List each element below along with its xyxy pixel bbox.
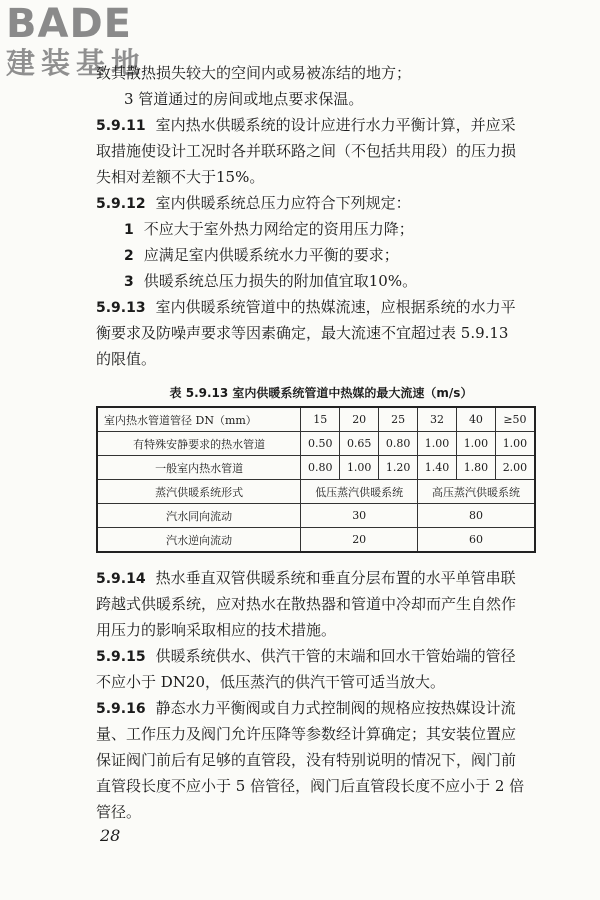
clause-5-9-16 <box>96 695 546 721</box>
row-label: 室内热水管道管径 DN（mm） <box>97 407 301 432</box>
clause-number: 5.9.15 <box>96 649 146 665</box>
text-line: 失相对差额不大于15%。 <box>96 168 265 186</box>
table-cell: 32 <box>418 407 457 432</box>
table-cell: 60 <box>418 528 535 553</box>
table-cell: 低压蒸汽供暖系统 <box>301 480 418 504</box>
table-cell: 25 <box>379 407 418 432</box>
table-cell: 1.00 <box>456 432 495 456</box>
page-content <box>96 60 546 825</box>
table-row <box>97 480 535 504</box>
text-line: 跨越式供暖系统，应对热水在散热器和管道中冷却而产生自然作 <box>96 595 517 613</box>
table-cell: 15 <box>301 407 340 432</box>
table-cell: 0.80 <box>379 432 418 456</box>
clause-text: 静态水力平衡阀或自力式控制阀的规格应按热媒设计流 <box>155 699 516 717</box>
table-cell: 40 <box>456 407 495 432</box>
text-line: 衡要求及防噪声要求等因素确定，最大流速不宜超过表 5.9.13 <box>96 324 509 342</box>
table-cell: 2.00 <box>495 456 535 480</box>
table-cell: 0.65 <box>340 432 379 456</box>
clause-5-9-14 <box>96 565 546 591</box>
table-cell: 0.50 <box>301 432 340 456</box>
table-cell: 30 <box>301 504 418 528</box>
clause-text: 室内供暖系统总压力应符合下列规定： <box>155 194 411 212</box>
text-line: 直管段长度不应小于 5 倍管径，阀门后直管段长度不应小于 2 倍 <box>96 777 525 795</box>
clause-number: 5.9.16 <box>96 701 146 717</box>
table-row <box>97 407 535 432</box>
item-text: 不应大于室外热力网给定的资用压力降； <box>143 220 414 238</box>
velocity-table <box>96 406 536 553</box>
table-cell: 1.80 <box>456 456 495 480</box>
row-label: 有特殊安静要求的热水管道 <box>97 432 301 456</box>
clause-5-9-12 <box>96 190 546 216</box>
clause-5-9-13 <box>96 294 546 320</box>
clause-5-9-15 <box>96 643 546 669</box>
clause-5-9-11 <box>96 112 546 138</box>
row-label: 汽水同向流动 <box>97 504 301 528</box>
clause-number: 5.9.13 <box>96 300 146 316</box>
clause-text: 室内供暖系统管道中的热媒流速，应根据系统的水力平 <box>155 298 516 316</box>
row-label: 一般室内热水管道 <box>97 456 301 480</box>
text-line: 取措施使设计工况时各并联环路之间（不包括共用段）的压力损 <box>96 142 517 160</box>
table-cell: 1.40 <box>418 456 457 480</box>
text-line: 保证阀门前后有足够的直管段，没有特别说明的情况下，阀门前 <box>96 751 517 769</box>
table-row <box>97 432 535 456</box>
clause-number: 5.9.11 <box>96 118 146 134</box>
clause-text: 热水垂直双管供暖系统和垂直分层布置的水平单管串联 <box>155 569 516 587</box>
table-cell: 高压蒸汽供暖系统 <box>418 480 535 504</box>
logo-word: BADE <box>6 1 132 47</box>
text-line: 3 管道通过的房间或地点要求保温。 <box>124 90 364 108</box>
text-line: 不应小于 DN20，低压蒸汽的供汽干管可适当放大。 <box>96 673 446 691</box>
table-cell: 1.00 <box>340 456 379 480</box>
item-number: 3 <box>124 274 134 290</box>
clause-text: 室内热水供暖系统的设计应进行水力平衡计算，并应采 <box>155 116 516 134</box>
logo-subtitle: 建装基地 <box>6 46 147 80</box>
table-cell: 1.20 <box>379 456 418 480</box>
item-text: 应满足室内供暖系统水力平衡的要求； <box>143 246 399 264</box>
clause-number: 5.9.12 <box>96 196 146 212</box>
text-line: 致其散热损失较大的空间内或易被冻结的地方； <box>96 64 412 82</box>
text-line: 管径。 <box>96 803 142 821</box>
table-cell: 80 <box>418 504 535 528</box>
row-label: 蒸汽供暖系统形式 <box>97 480 301 504</box>
item-text: 供暖系统总压力损失的附加值宜取10%。 <box>143 272 418 290</box>
table-cell: 1.00 <box>418 432 457 456</box>
table-cell: 20 <box>301 528 418 553</box>
list-item <box>96 268 546 294</box>
table-cell: ≥50 <box>495 407 535 432</box>
clause-number: 5.9.14 <box>96 571 146 587</box>
table-caption: 表 5.9.13 室内供暖系统管道中热媒的最大流速（m/s） <box>169 386 473 400</box>
table-row <box>97 528 535 553</box>
text-line: 量、工作压力及阀门允许压降等参数经计算确定；其安装位置应 <box>96 725 517 743</box>
row-label: 汽水逆向流动 <box>97 528 301 553</box>
item-number: 2 <box>124 248 134 264</box>
page-number: 28 <box>100 826 121 845</box>
table-row <box>97 504 535 528</box>
text-line: 的限值。 <box>96 350 157 368</box>
table-cell: 20 <box>340 407 379 432</box>
list-item <box>96 242 546 268</box>
list-item <box>96 216 546 242</box>
table-row <box>97 456 535 480</box>
clause-text: 供暖系统供水、供汽干管的末端和回水干管始端的管径 <box>155 647 516 665</box>
text-line: 用压力的影响采取相应的技术措施。 <box>96 621 337 639</box>
item-number: 1 <box>124 222 134 238</box>
table-cell: 0.80 <box>301 456 340 480</box>
table-cell: 1.00 <box>495 432 535 456</box>
